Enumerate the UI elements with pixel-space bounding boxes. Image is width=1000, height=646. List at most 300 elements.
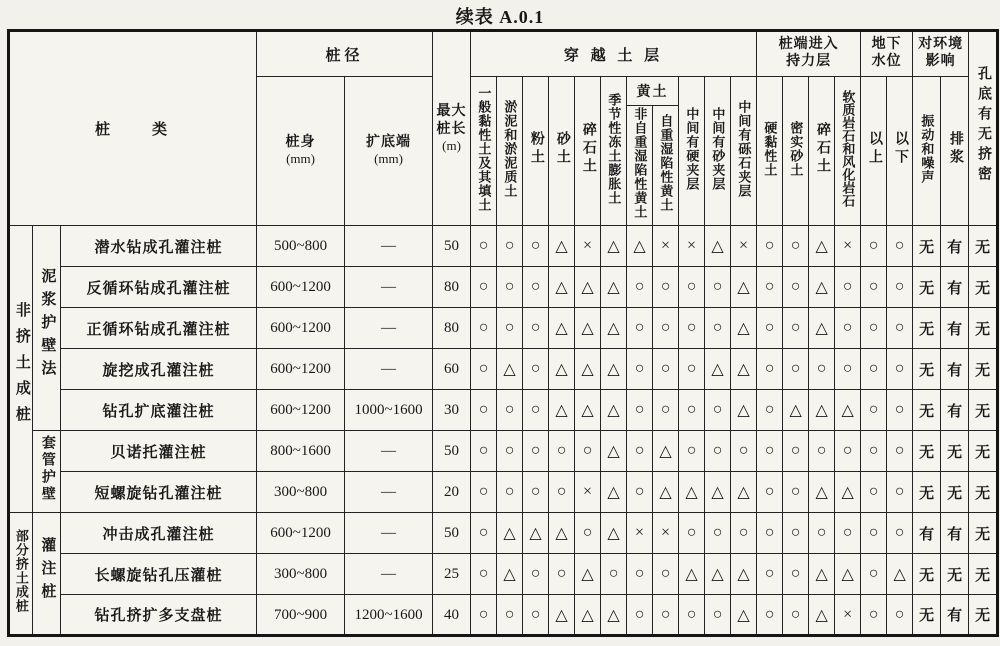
- soil-symbol-cell-label: ○: [842, 278, 853, 295]
- soil-symbol-cell-label: ○: [686, 401, 697, 418]
- soil-symbol-cell-label: △: [607, 606, 620, 624]
- shaft-diameter-cell: [257, 472, 345, 513]
- header-water-below: [887, 77, 913, 226]
- soil-symbol-cell-label: ×: [739, 237, 749, 254]
- soil-symbol-cell: [523, 226, 549, 267]
- soil-symbol-cell: [809, 267, 835, 308]
- soil-symbol-cell: [783, 267, 809, 308]
- water-group-line2: 水位: [871, 54, 902, 69]
- header-bottom-compaction: [969, 31, 998, 226]
- soil-symbol-cell: [705, 308, 731, 349]
- soil-symbol-cell: [653, 595, 679, 636]
- soil-symbol-cell-label: ○: [686, 319, 697, 336]
- env-value-cell: [941, 390, 969, 431]
- header-soil-general-clay: [471, 77, 497, 226]
- soil-symbol-cell: [653, 554, 679, 595]
- soil-symbol-cell: [627, 554, 653, 595]
- soil-symbol-cell-label: ○: [894, 442, 905, 459]
- base-diameter-cell-label: —: [381, 443, 397, 459]
- soil-symbol-cell-label: ○: [894, 319, 905, 336]
- soil-symbol-cell: [627, 226, 653, 267]
- soil-symbol-cell-label: ○: [478, 319, 489, 336]
- soil-symbol-cell-label: ○: [582, 442, 593, 459]
- env-value-cell: [969, 431, 998, 472]
- soil-symbol-cell-label: ○: [478, 442, 489, 459]
- max-length-cell-label: 50: [444, 443, 460, 459]
- soil-symbol-cell-label: ○: [660, 401, 671, 418]
- soil-symbol-cell-label: △: [841, 566, 854, 583]
- soil-symbol-cell-label: ○: [790, 237, 801, 254]
- env-value-cell: [941, 513, 969, 554]
- soil-symbol-cell-label: ○: [686, 442, 697, 459]
- soil-symbol-cell: [601, 390, 627, 431]
- soil-symbol-cell: [575, 226, 601, 267]
- soil-symbol-cell: [861, 267, 887, 308]
- soil-symbol-cell-label: ×: [661, 237, 671, 254]
- soil-symbol-cell: [653, 390, 679, 431]
- shaft-diameter-cell: [257, 595, 345, 636]
- water-group-line1: 地下: [871, 37, 902, 53]
- base-diameter-cell-label: —: [381, 525, 397, 541]
- soil-symbol-cell-label: △: [815, 238, 828, 255]
- table-row: [9, 267, 998, 308]
- soil-symbol-cell: [601, 513, 627, 554]
- header-bearing-dense-sand: [783, 77, 809, 226]
- bearing-col-label: 密实砂土: [788, 120, 804, 177]
- header-bearing-soft-rock: [835, 77, 861, 226]
- soil-symbol-cell-label: △: [815, 484, 828, 501]
- shaft-diameter-cell: [257, 513, 345, 554]
- soil-symbol-cell-label: △: [503, 361, 516, 378]
- soil-symbol-cell: [497, 226, 523, 267]
- soil-symbol-cell-label: △: [659, 484, 672, 501]
- soil-symbol-cell-label: ○: [478, 483, 489, 500]
- soil-symbol-cell-label: ○: [478, 605, 489, 623]
- soil-symbol-cell: [627, 349, 653, 390]
- soil-symbol-cell-label: ○: [660, 319, 671, 336]
- soil-symbol-cell: [861, 513, 887, 554]
- soil-symbol-cell: [497, 349, 523, 390]
- header-pile-diameter-group: 桩径: [257, 31, 433, 77]
- soil-symbol-cell-label: ○: [868, 524, 879, 541]
- soil-symbol-cell-label: ○: [712, 442, 723, 459]
- env-value-cell: [969, 226, 998, 267]
- soil-symbol-cell: [783, 472, 809, 513]
- soil-symbol-cell-label: ×: [635, 524, 645, 541]
- soil-symbol-cell-label: △: [607, 402, 620, 419]
- soil-symbol-cell-label: ○: [634, 565, 645, 582]
- shaft-diameter-cell-label: 600~1200: [270, 361, 331, 377]
- soil-symbol-cell: [497, 431, 523, 472]
- soil-symbol-cell: [705, 431, 731, 472]
- max-length-cell: [433, 472, 471, 513]
- soil-symbol-cell: [861, 595, 887, 636]
- env-value-cell: [941, 431, 969, 472]
- env-value-cell: [941, 349, 969, 390]
- soil-symbol-cell: [705, 554, 731, 595]
- base-diameter-cell-label: —: [381, 238, 397, 254]
- soil-symbol-cell: [809, 472, 835, 513]
- soil-symbol-cell: [783, 226, 809, 267]
- env-value-cell: [913, 431, 941, 472]
- env-value-cell: [969, 390, 998, 431]
- env-value-cell: [913, 513, 941, 554]
- soil-symbol-cell-label: △: [711, 238, 724, 255]
- soil-symbol-cell-label: ○: [556, 442, 567, 459]
- soil-symbol-cell-label: △: [607, 320, 620, 337]
- soil-symbol-cell: [497, 390, 523, 431]
- soil-symbol-cell: [757, 513, 783, 554]
- env-value-cell-label: 无: [919, 567, 935, 584]
- soil-symbol-cell-label: △: [607, 484, 620, 501]
- soil-symbol-cell: [757, 595, 783, 636]
- max-length-cell-label: 50: [444, 238, 460, 254]
- loess-group-label: 黄土: [636, 85, 669, 100]
- soil-symbol-cell: [731, 226, 757, 267]
- soil-symbol-cell: [601, 472, 627, 513]
- soil-symbol-cell-label: △: [607, 238, 620, 255]
- header-interlayer-sand: [705, 77, 731, 226]
- table-row: [9, 595, 998, 636]
- soil-symbol-cell: [497, 472, 523, 513]
- soil-symbol-cell-label: △: [711, 566, 724, 583]
- soil-symbol-cell: [575, 431, 601, 472]
- soil-symbol-cell: [887, 349, 913, 390]
- soil-symbol-cell-label: ○: [504, 237, 515, 254]
- soil-symbol-cell: [471, 226, 497, 267]
- soil-symbol-cell: [601, 595, 627, 636]
- soil-symbol-cell-label: △: [737, 402, 750, 419]
- soil-symbol-cell: [601, 349, 627, 390]
- soil-symbol-cell-label: △: [815, 402, 828, 419]
- shaft-diameter-cell: [257, 267, 345, 308]
- pile-name-cell: [61, 513, 257, 554]
- max-length-cell: [433, 267, 471, 308]
- env-value-cell-label: 无: [975, 485, 991, 502]
- soil-symbol-cell-label: ○: [894, 401, 905, 418]
- soil-symbol-cell: [731, 472, 757, 513]
- soil-symbol-cell: [497, 267, 523, 308]
- max-length-cell-label: 25: [444, 566, 460, 582]
- soil-symbol-cell-label: △: [711, 484, 724, 501]
- soil-symbol-cell-label: △: [581, 402, 594, 419]
- soil-symbol-cell-label: ○: [868, 237, 879, 254]
- env-value-cell-label: 有: [947, 239, 963, 256]
- soil-symbol-cell-label: △: [685, 484, 698, 501]
- soil-symbol-cell-label: ○: [478, 401, 489, 418]
- soil-symbol-cell: [575, 308, 601, 349]
- max-length-cell: [433, 431, 471, 472]
- soil-symbol-cell: [705, 390, 731, 431]
- soil-symbol-cell-label: ○: [712, 524, 723, 541]
- soil-symbol-cell: [861, 308, 887, 349]
- soil-symbol-cell: [861, 431, 887, 472]
- soil-symbol-cell: [549, 431, 575, 472]
- soil-symbol-cell-label: ○: [634, 401, 645, 418]
- base-diameter-cell-label: —: [381, 279, 397, 295]
- soil-symbol-cell-label: △: [503, 525, 516, 542]
- soil-symbol-cell-label: △: [633, 238, 646, 255]
- soil-symbol-cell-label: ○: [634, 319, 645, 336]
- env-value-cell: [913, 226, 941, 267]
- soil-symbol-cell: [679, 431, 705, 472]
- soil-symbol-cell-label: △: [737, 279, 750, 296]
- bearing-col-label: 硬黏性土: [762, 120, 778, 177]
- header-soil-gravel: [575, 77, 601, 226]
- soil-symbol-cell: [549, 472, 575, 513]
- soil-symbol-cell-label: ○: [868, 483, 879, 500]
- env-value-cell: [969, 308, 998, 349]
- soil-symbol-cell-label: △: [737, 606, 750, 624]
- group-label-partial-displacement: [9, 513, 33, 636]
- soil-symbol-cell-label: ○: [868, 565, 879, 582]
- soil-symbol-cell-label: ○: [608, 565, 619, 582]
- env-value-cell-label: 无: [975, 403, 991, 420]
- soil-symbol-cell: [549, 554, 575, 595]
- soil-symbol-cell: [471, 595, 497, 636]
- env-value-cell-label: 无: [919, 239, 935, 256]
- max-length-cell-label: 30: [444, 402, 460, 418]
- soil-symbol-cell: [861, 226, 887, 267]
- env-value-cell-label: 有: [947, 608, 963, 624]
- env-value-cell: [969, 472, 998, 513]
- soil-symbol-cell-label: ×: [687, 237, 697, 254]
- table-row: [9, 308, 998, 349]
- soil-symbol-cell: [731, 308, 757, 349]
- env-value-cell-label: 无: [975, 526, 991, 543]
- env-value-cell: [941, 226, 969, 267]
- env-value-cell: [941, 595, 969, 636]
- soil-symbol-cell: [575, 349, 601, 390]
- env-value-cell-label: 无: [975, 608, 991, 624]
- soil-symbol-cell: [731, 390, 757, 431]
- soil-symbol-cell: [523, 595, 549, 636]
- enlarged-base-label: 扩底端: [366, 134, 412, 150]
- group-label-partial-displacement-label: 部分挤土成桩: [13, 529, 29, 613]
- soil-symbol-cell-label: △: [555, 279, 568, 296]
- table-row: [9, 554, 998, 595]
- base-diameter-cell: [345, 431, 433, 472]
- soil-symbol-cell: [523, 472, 549, 513]
- soil-symbol-cell-label: ○: [478, 524, 489, 541]
- pile-name-cell-label: 长螺旋钻孔压灌桩: [94, 567, 223, 584]
- pile-name-cell: [61, 431, 257, 472]
- pile-name-cell: [61, 349, 257, 390]
- soil-symbol-cell-label: △: [555, 238, 568, 255]
- pile-name-cell-label: 短螺旋钻孔灌注桩: [94, 485, 223, 502]
- header-water-above: [861, 77, 887, 226]
- header-slurry-discharge: [941, 77, 969, 226]
- soil-symbol-cell-label: △: [581, 361, 594, 378]
- soil-symbol-cell: [653, 267, 679, 308]
- soil-symbol-cell: [471, 554, 497, 595]
- soil-symbol-cell-label: ○: [478, 237, 489, 254]
- soil-symbol-cell: [523, 349, 549, 390]
- max-length-cell-label: 80: [444, 320, 460, 336]
- soil-symbol-cell: [835, 513, 861, 554]
- env-value-cell-label: 无: [919, 280, 935, 297]
- soil-symbol-cell-label: △: [737, 320, 750, 337]
- env-col-label: 振动和噪声: [919, 113, 935, 184]
- header-loess-group: [627, 77, 679, 106]
- env-value-cell-label: 无: [947, 567, 963, 584]
- env-value-cell-label: 无: [975, 567, 991, 584]
- soil-symbol-cell: [861, 390, 887, 431]
- soil-symbol-cell: [471, 431, 497, 472]
- soil-symbol-cell-label: ○: [634, 442, 645, 459]
- header-environment-group: [913, 31, 969, 77]
- soil-symbol-cell-label: ○: [764, 319, 775, 336]
- soil-symbol-cell-label: ○: [686, 360, 697, 377]
- env-value-cell: [913, 349, 941, 390]
- subgroup-label-casing-wall-label: 套管护壁: [39, 435, 55, 503]
- soil-symbol-cell: [471, 267, 497, 308]
- env-value-cell: [969, 554, 998, 595]
- soil-symbol-cell-label: ○: [556, 483, 567, 500]
- soil-symbol-cell-label: △: [581, 320, 594, 337]
- pile-name-cell-label: 钻孔挤扩多支盘桩: [94, 608, 223, 624]
- soil-symbol-cell: [809, 554, 835, 595]
- soil-symbol-cell-label: ○: [816, 442, 827, 459]
- soil-symbol-cell: [731, 554, 757, 595]
- soil-symbol-cell: [549, 226, 575, 267]
- subgroup-label-cast-in-place-label: 灌注桩: [39, 536, 56, 606]
- soil-symbol-cell-label: ○: [738, 442, 749, 459]
- group-label-non-displacement-label: 非挤土成桩: [13, 301, 30, 432]
- soil-symbol-cell-label: △: [841, 484, 854, 501]
- max-length-cell: [433, 554, 471, 595]
- soil-symbol-cell: [471, 472, 497, 513]
- soil-symbol-cell-label: △: [607, 525, 620, 542]
- soil-symbol-cell-label: △: [581, 606, 594, 624]
- base-diameter-cell-label: 1200~1600: [354, 606, 423, 623]
- soil-symbol-cell-label: △: [815, 606, 828, 624]
- soil-symbol-cell-label: △: [529, 525, 542, 542]
- soil-symbol-cell: [627, 431, 653, 472]
- env-value-cell-label: 无: [947, 485, 963, 502]
- shaft-diameter-cell-label: 800~1600: [270, 443, 331, 459]
- max-length-cell: [433, 595, 471, 636]
- env-value-cell-label: 有: [947, 321, 963, 338]
- base-diameter-cell-label: —: [381, 484, 397, 500]
- soil-symbol-cell-label: ○: [764, 360, 775, 377]
- soil-symbol-cell-label: ○: [530, 401, 541, 418]
- soil-symbol-cell-label: ○: [764, 524, 775, 541]
- max-length-cell-label: 60: [444, 361, 460, 377]
- soil-symbol-cell: [705, 226, 731, 267]
- base-diameter-cell-label: —: [381, 361, 397, 377]
- soil-symbol-cell-label: ○: [478, 360, 489, 377]
- soil-symbol-cell: [835, 390, 861, 431]
- soil-symbol-cell-label: ○: [686, 278, 697, 295]
- soil-symbol-cell-label: △: [841, 402, 854, 419]
- table-row: [9, 472, 998, 513]
- header-soil-seasonal-frozen: [601, 77, 627, 226]
- soil-symbol-cell: [523, 308, 549, 349]
- table-row: [9, 226, 998, 267]
- env-value-cell: [913, 390, 941, 431]
- soil-symbol-cell: [731, 349, 757, 390]
- soil-symbol-cell-label: ○: [504, 483, 515, 500]
- shaft-diameter-cell-label: 700~900: [273, 606, 328, 623]
- soil-symbol-cell: [705, 513, 731, 554]
- header-shaft-diameter: [257, 77, 345, 226]
- soil-symbol-cell-label: ○: [478, 565, 489, 582]
- header-max-pile-length: [433, 31, 471, 226]
- subgroup-label-slurry-wall-label: 泥浆护壁法: [39, 268, 56, 383]
- soil-symbol-cell: [887, 513, 913, 554]
- soil-symbol-cell: [497, 308, 523, 349]
- env-value-cell: [913, 308, 941, 349]
- soil-symbol-cell: [757, 226, 783, 267]
- env-value-cell-label: 无: [975, 444, 991, 461]
- soil-symbol-cell-label: ○: [504, 442, 515, 459]
- max-length-cell-label: 40: [444, 606, 460, 623]
- soil-symbol-cell-label: ○: [660, 565, 671, 582]
- soil-symbol-cell-label: ○: [660, 605, 671, 623]
- soil-symbol-cell: [887, 267, 913, 308]
- soil-symbol-cell-label: ○: [894, 237, 905, 254]
- env-value-cell: [913, 595, 941, 636]
- max-length-cell: [433, 226, 471, 267]
- soil-symbol-cell-label: ○: [894, 360, 905, 377]
- soil-symbol-cell: [549, 349, 575, 390]
- env-value-cell: [969, 349, 998, 390]
- soil-symbol-cell: [601, 308, 627, 349]
- soil-symbol-cell: [835, 472, 861, 513]
- water-col-label: 以上: [866, 130, 882, 167]
- soil-symbol-cell: [861, 554, 887, 595]
- env-value-cell-label: 有: [947, 403, 963, 420]
- soil-col-label: 中间有砾石夹层: [736, 99, 752, 198]
- env-value-cell-label: 有: [947, 280, 963, 297]
- env-value-cell-label: 无: [975, 280, 991, 297]
- soil-symbol-cell-label: ○: [868, 278, 879, 295]
- soil-symbol-cell: [679, 308, 705, 349]
- base-diameter-cell: [345, 472, 433, 513]
- env-value-cell-label: 有: [947, 362, 963, 379]
- soil-symbol-cell: [835, 431, 861, 472]
- soil-symbol-cell-label: ○: [790, 278, 801, 295]
- soil-symbol-cell-label: ○: [894, 524, 905, 541]
- max-length-cell: [433, 390, 471, 431]
- base-diameter-cell: [345, 267, 433, 308]
- base-diameter-cell-label: 1000~1600: [354, 402, 423, 418]
- env-value-cell-label: 无: [919, 608, 935, 624]
- soil-symbol-cell-label: ○: [530, 319, 541, 336]
- shaft-diameter-cell-label: 600~1200: [270, 402, 331, 418]
- max-length-line2: 桩长: [436, 121, 467, 137]
- header-interlayer-hard: [679, 77, 705, 226]
- soil-symbol-cell-label: △: [893, 566, 906, 583]
- env-value-cell-label: 有: [947, 526, 963, 543]
- env-value-cell: [941, 267, 969, 308]
- soil-symbol-cell: [601, 554, 627, 595]
- soil-symbol-cell-label: ○: [530, 360, 541, 377]
- soil-symbol-cell: [523, 267, 549, 308]
- subgroup-label-slurry-wall: [33, 226, 61, 431]
- soil-symbol-cell: [809, 308, 835, 349]
- soil-symbol-cell-label: ○: [894, 483, 905, 500]
- soil-symbol-cell-label: △: [607, 361, 620, 378]
- soil-symbol-cell: [731, 267, 757, 308]
- soil-symbol-cell: [757, 349, 783, 390]
- soil-symbol-cell-label: ○: [764, 278, 775, 295]
- soil-symbol-cell: [627, 308, 653, 349]
- soil-symbol-cell-label: ○: [894, 278, 905, 295]
- soil-symbol-cell: [861, 349, 887, 390]
- soil-symbol-cell: [549, 595, 575, 636]
